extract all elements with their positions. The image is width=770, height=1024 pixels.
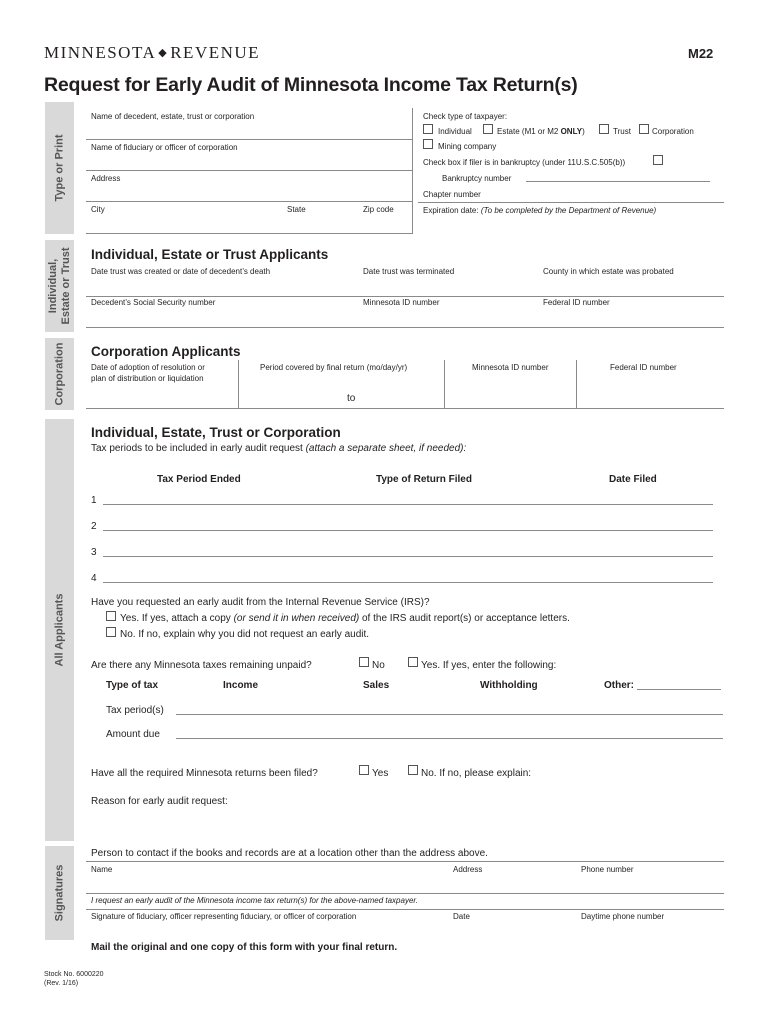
individual-dates-field[interactable] [86,278,724,295]
sidebar-individual [45,240,74,332]
tax-periods-row-field[interactable] [176,714,723,715]
stock-number: Stock No. 6000220 [44,971,104,978]
opt-mining-label: Mining company [438,142,497,151]
page-title: Request for Early Audit of Minnesota Income Tax Return(s) [44,74,578,96]
zip-label: Zip code [363,205,394,214]
fiduciary-field[interactable] [86,153,408,169]
reason-label: Reason for early audit request: [91,796,228,807]
check-type-label: Check type of taxpayer: [423,112,508,121]
reason-field[interactable] [86,810,724,840]
address-label: Address [91,174,121,183]
name-field[interactable] [86,122,408,138]
agency-logo-right: REVENUE [170,43,261,62]
tax-period-row-field[interactable] [103,504,713,505]
contact-address-label: Address [453,865,483,874]
fiduciary-label: Name of fiduciary or officer of corporation [91,143,238,152]
irs-yes-italic: (or send it in when received) [233,613,360,624]
row-number: 1 [91,495,97,506]
checkbox-filed-yes[interactable] [359,765,369,775]
filed-yes-label: Yes [372,768,389,779]
period-covered-field[interactable] [240,376,442,406]
tax-periods-label-text: Tax periods to be included in early audit request [91,443,306,454]
tax-periods-label [91,443,466,455]
contact-field[interactable] [86,876,724,892]
amount-due-field[interactable] [176,738,723,739]
taxes-no-label: No [372,660,385,671]
checkbox-bankruptcy[interactable] [653,155,663,165]
date-created-label: Date trust was created or date of decedent’s death [91,267,271,276]
opt-estate-only: ONLY [560,127,583,136]
individual-section-title: Individual, Estate or Trust Applicants [91,247,329,262]
taxes-yes-label: Yes. If yes, enter the following: [421,660,557,671]
contact-name-label: Name [91,865,113,874]
divider [86,893,724,894]
form-id: M22 [688,46,714,61]
sidebar-type-or-print-label: Type or Print [53,134,65,202]
divider [412,108,413,234]
divider [444,360,445,408]
irs-yes-suffix: of the IRS audit report(s) or acceptance letters. [359,613,570,624]
divider [86,408,724,409]
checkbox-estate[interactable] [483,124,493,134]
ssn-label: Decedent’s Social Security number [91,298,216,307]
opt-estate-suffix: ) [582,127,585,136]
tax-period-row-field[interactable] [103,582,713,583]
divider [86,327,724,328]
expiration-label [423,206,656,216]
signature-label: Signature of fiduciary, officer representing fiduciary, or officer of corporation [91,912,357,921]
agency-logo [44,43,260,63]
irs-no-label: No. If no, explain why you did not request an early audit. [120,629,370,640]
sidebar-corporation-label: Corporation [53,342,65,406]
mail-note: Mail the original and one copy of this form with your final return. [91,942,398,953]
sidebar-individual-line1: Individual, [46,258,59,314]
tax-periods-note: (attach a separate sheet, if needed): [305,443,467,454]
other-tax-field[interactable] [637,689,721,690]
checkbox-taxes-yes[interactable] [408,657,418,667]
checkbox-filed-no[interactable] [408,765,418,775]
city-label: City [91,205,105,214]
opt-individual-label: Individual [438,127,472,136]
divider [418,202,724,203]
checkbox-corporation[interactable] [639,124,649,134]
adoption-label-1: Date of adoption of resolution or [91,363,205,372]
expiration-label-text: Expiration date: [423,206,479,215]
individual-mn-id-label: Minnesota ID number [363,298,440,307]
opt-estate-prefix: Estate (M1 or M2 [497,127,561,136]
sales-header: Sales [363,680,390,691]
checkbox-taxes-no[interactable] [359,657,369,667]
withholding-header: Withholding [480,680,538,691]
chapter-number-label: Chapter number [423,190,481,199]
sidebar-signatures-label: Signatures [53,864,65,922]
to-label: to [347,393,356,404]
divider [86,296,724,297]
corporation-section-title: Corporation Applicants [91,344,241,359]
tax-period-row-field[interactable] [103,556,713,557]
agency-logo-left: MINNESOTA [44,43,157,62]
bankruptcy-check-label: Check box if filer is in bankruptcy (under 11U.S.C.505(b)) [423,158,626,167]
sidebar-individual-label [47,247,73,324]
income-header: Income [223,680,259,691]
divider [238,360,239,408]
sidebar-all-applicants [45,419,74,841]
irs-question: Have you requested an early audit from the Internal Revenue Service (IRS)? [91,597,430,608]
revision-number: (Rev. 1/16) [44,980,79,987]
sidebar-corporation [45,338,74,410]
divider [86,233,412,234]
adoption-label-2: plan of distribution or liquidation [91,374,204,383]
bankruptcy-number-label: Bankruptcy number [442,174,512,183]
sidebar-signatures [45,846,74,940]
checkbox-mining[interactable] [423,139,433,149]
tax-periods-row-label: Tax period(s) [106,705,164,716]
irs-yes-label [120,613,570,625]
opt-trust-label: Trust [613,127,631,136]
opt-estate-label [497,127,585,137]
signature-date-label: Date [453,912,470,921]
other-header: Other: [604,680,634,691]
col-return-type-header: Type of Return Filed [376,474,472,485]
corp-mn-id-label: Minnesota ID number [472,363,549,372]
corp-federal-id-label: Federal ID number [610,363,677,372]
col-tax-period-header: Tax Period Ended [157,474,241,485]
county-label: County in which estate was probated [543,267,674,276]
contact-label: Person to contact if the books and records are at a location other than the address above. [91,848,488,859]
checkbox-irs-yes[interactable] [106,611,116,621]
sidebar-type-or-print [45,102,74,234]
expiration-note: (To be completed by the Department of Revenue) [480,206,657,215]
row-number: 4 [91,573,97,584]
checkbox-trust[interactable] [599,124,609,134]
divider [86,201,412,202]
tax-period-row-field[interactable] [103,530,713,531]
row-number: 3 [91,547,97,558]
address-field[interactable] [86,184,408,200]
signature-phone-label: Daytime phone number [581,912,665,921]
divider [86,861,724,862]
period-covered-label: Period covered by final return (mo/day/yr) [260,363,408,372]
irs-yes-prefix: Yes. If yes, attach a copy [120,613,234,624]
city-state-zip-field[interactable] [86,215,408,231]
divider [86,139,412,140]
bankruptcy-number-field[interactable] [526,181,710,182]
col-date-filed-header: Date Filed [609,474,657,485]
contact-phone-label: Phone number [581,865,634,874]
row-number: 2 [91,521,97,532]
sidebar-individual-line2: Estate or Trust [59,247,72,325]
taxes-question: Are there any Minnesota taxes remaining unpaid? [91,660,312,671]
filed-question: Have all the required Minnesota returns been filed? [91,768,318,779]
divider [86,170,412,171]
all-section-title: Individual, Estate, Trust or Corporation [91,425,341,440]
filed-no-label: No. If no, please explain: [421,768,532,779]
declaration-text: I request an early audit of the Minnesota income tax return(s) for the above-named taxpayer. [91,896,418,905]
checkbox-individual[interactable] [423,124,433,134]
divider [86,909,724,910]
divider [576,360,577,408]
opt-corporation-label: Corporation [652,127,694,136]
checkbox-irs-no[interactable] [106,627,116,637]
logo-dot: ◆ [158,47,169,59]
name-label: Name of decedent, estate, trust or corporation [91,112,255,121]
date-terminated-label: Date trust was terminated [363,267,455,276]
amount-due-label: Amount due [106,729,160,740]
sidebar-all-applicants-label: All Applicants [53,593,65,667]
type-of-tax-header: Type of tax [106,680,159,691]
individual-federal-id-label: Federal ID number [543,298,610,307]
individual-ids-field[interactable] [86,309,724,326]
state-label: State [287,205,306,214]
